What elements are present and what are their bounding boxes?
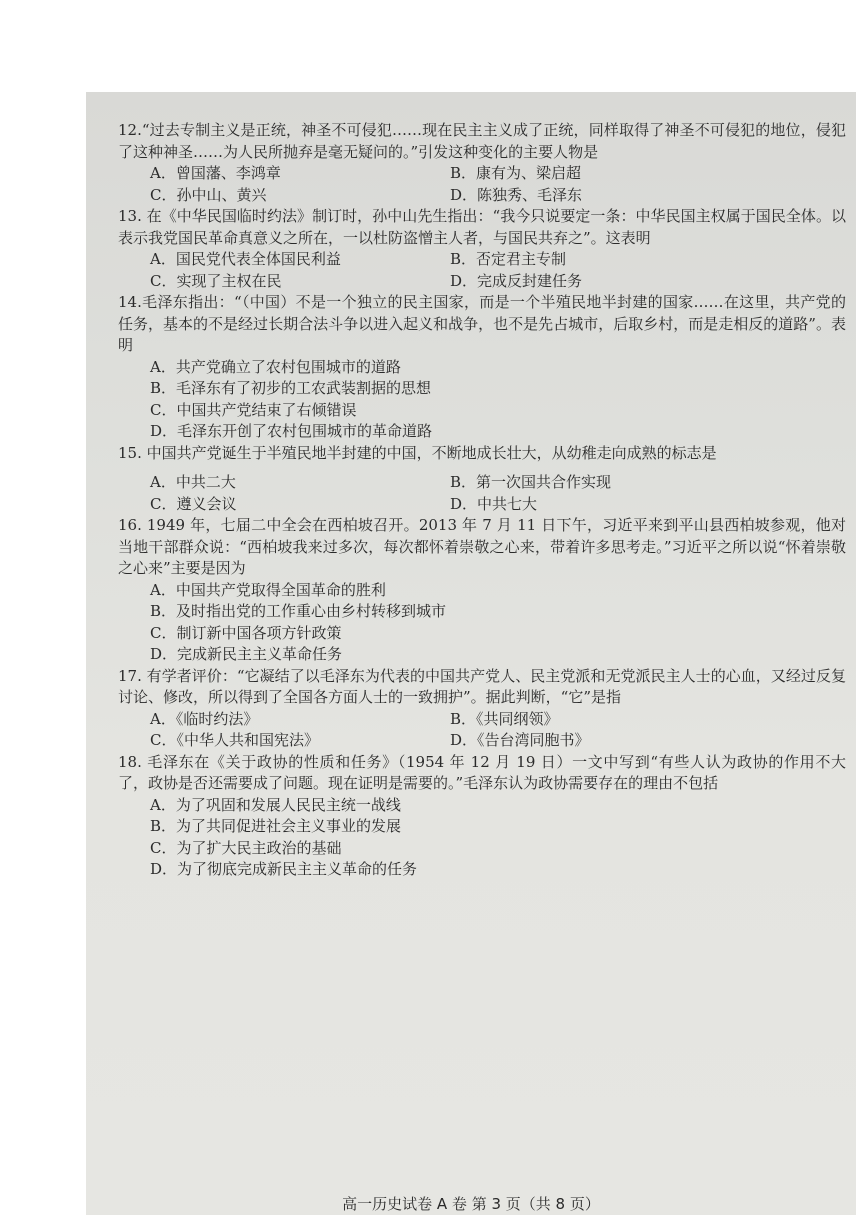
option-c: C．《中华人共和国宪法》 (150, 731, 319, 749)
option-a: A．共产党确立了农村包围城市的道路 (150, 357, 401, 376)
question-number: 14. (118, 293, 142, 311)
question-15 (118, 443, 846, 516)
question-text: 毛泽东指出：“（中国）不是一个独立的民主国家，而是一个半殖民地半封建的国家……在这里，共产党的任务，基本的不是经过长期合法斗争以进入起义和战争，也不是先占城市，后取乡村，而是走相反的道路”。表明 (118, 293, 846, 354)
option-d: D．为了彻底完成新民主主义革命的任务 (150, 860, 418, 878)
exam-page (86, 92, 856, 1215)
option-b: B．毛泽东有了初步的工农武装割据的思想 (150, 379, 432, 397)
question-text: 在《中华民国临时约法》制订时，孙中山先生指出：“我今只说要定一条：中华民国主权属于国民全体。以表示我党国民革命真意义之所在，一以杜防盗憎主人者，与国民共弃之”。这表明 (118, 207, 846, 247)
page-footer: 高一历史试卷 A 卷 第 3 页（共 8 页） (342, 1195, 600, 1213)
option-c: C．实现了主权在民 (150, 271, 282, 290)
option-group (118, 357, 846, 443)
option-a: A．国民党代表全体国民利益 (150, 250, 341, 268)
question-14 (118, 292, 846, 443)
option-b: B．《共同纲领》 (450, 709, 559, 728)
option-c: C．制订新中国各项方针政策 (150, 623, 342, 642)
option-b: B．否定君主专制 (450, 250, 567, 268)
question-stem (118, 120, 846, 163)
option-d: D．完成反封建任务 (450, 271, 583, 290)
option-group (118, 709, 846, 752)
option-d: D．陈独秀、毛泽东 (450, 185, 583, 204)
option-b: B．为了共同促进社会主义事业的发展 (150, 817, 402, 835)
option-c: C．遵义会议 (150, 494, 237, 513)
question-stem (118, 443, 846, 465)
option-b: B．第一次国共合作实现 (450, 473, 612, 491)
option-group (118, 472, 846, 515)
option-b: B．及时指出党的工作重心由乡村转移到城市 (150, 602, 447, 620)
question-17 (118, 666, 846, 752)
question-number: 13. (118, 207, 142, 225)
option-c: C．中国共产党结束了右倾错误 (150, 400, 357, 419)
option-d: D．完成新民主主义革命任务 (150, 645, 343, 663)
question-text: 有学者评价：“它凝结了以毛泽东为代表的中国共产党人、民主党派和无党派民主人士的心血，又经过反复讨论、修改，所以得到了全国各方面人士的一致拥护”。据此判断，“它”是指 (118, 666, 846, 706)
question-stem (118, 206, 846, 249)
question-stem (118, 515, 846, 580)
question-text: 中国共产党诞生于半殖民地半封建的中国，不断地成长壮大，从幼稚走向成熟的标志是 (146, 443, 717, 462)
question-list (118, 120, 846, 881)
option-c: C．孙中山、黄兴 (150, 185, 267, 204)
option-group (118, 249, 846, 292)
option-b: B．康有为、梁启超 (450, 164, 582, 182)
question-stem (118, 666, 846, 709)
question-number: 15. (118, 443, 142, 462)
question-number: 18. (118, 752, 142, 771)
option-a: A．中国共产党取得全国革命的胜利 (150, 580, 386, 599)
option-group (118, 795, 846, 881)
option-d: D．《告台湾同胞书》 (450, 731, 590, 749)
question-text: 毛泽东在《关于政协的性质和任务》（1954 年 12 月 19 日）一文中写到“有些人认为政协的作用不大了，政协是否还需要成了问题。现在证明是需要的。”毛泽东认为政协需要存在的理由不包括 (118, 752, 846, 792)
question-13 (118, 206, 846, 292)
option-c: C．为了扩大民主政治的基础 (150, 838, 342, 857)
option-a: A．中共二大 (150, 473, 236, 491)
question-18 (118, 752, 846, 881)
question-stem (118, 752, 846, 795)
question-number: 12. (118, 121, 142, 139)
question-number: 16. (118, 516, 142, 534)
question-text: “过去专制主义是正统，神圣不可侵犯……现在民主主义成了正统，同样取得了神圣不可侵犯的地位，侵犯了这种神圣……为人民所抛弃是毫无疑问的。”引发这种变化的主要人物是 (118, 121, 846, 161)
question-16 (118, 515, 846, 666)
option-a: A．为了巩固和发展人民民主统一战线 (150, 795, 401, 814)
question-text: 1949 年，七届二中全会在西柏坡召开。2013 年 7 月 11 日下午，习近平来到平山县西柏坡参观，他对当地干部群众说：“西柏坡我来过多次，每次都怀着崇敬之心来，带着许多思考走。”习近平之所以说“怀着崇敬之心来”主要是因为 (118, 516, 846, 577)
option-group (118, 163, 846, 206)
option-a: A．曾国藩、李鸿章 (150, 164, 281, 182)
question-12 (118, 120, 846, 206)
option-group (118, 580, 846, 666)
question-stem (118, 292, 846, 357)
question-number: 17. (118, 666, 142, 685)
option-a: A．《临时约法》 (150, 709, 259, 728)
option-d: D．中共七大 (450, 494, 538, 513)
option-d: D．毛泽东开创了农村包围城市的革命道路 (150, 422, 433, 440)
